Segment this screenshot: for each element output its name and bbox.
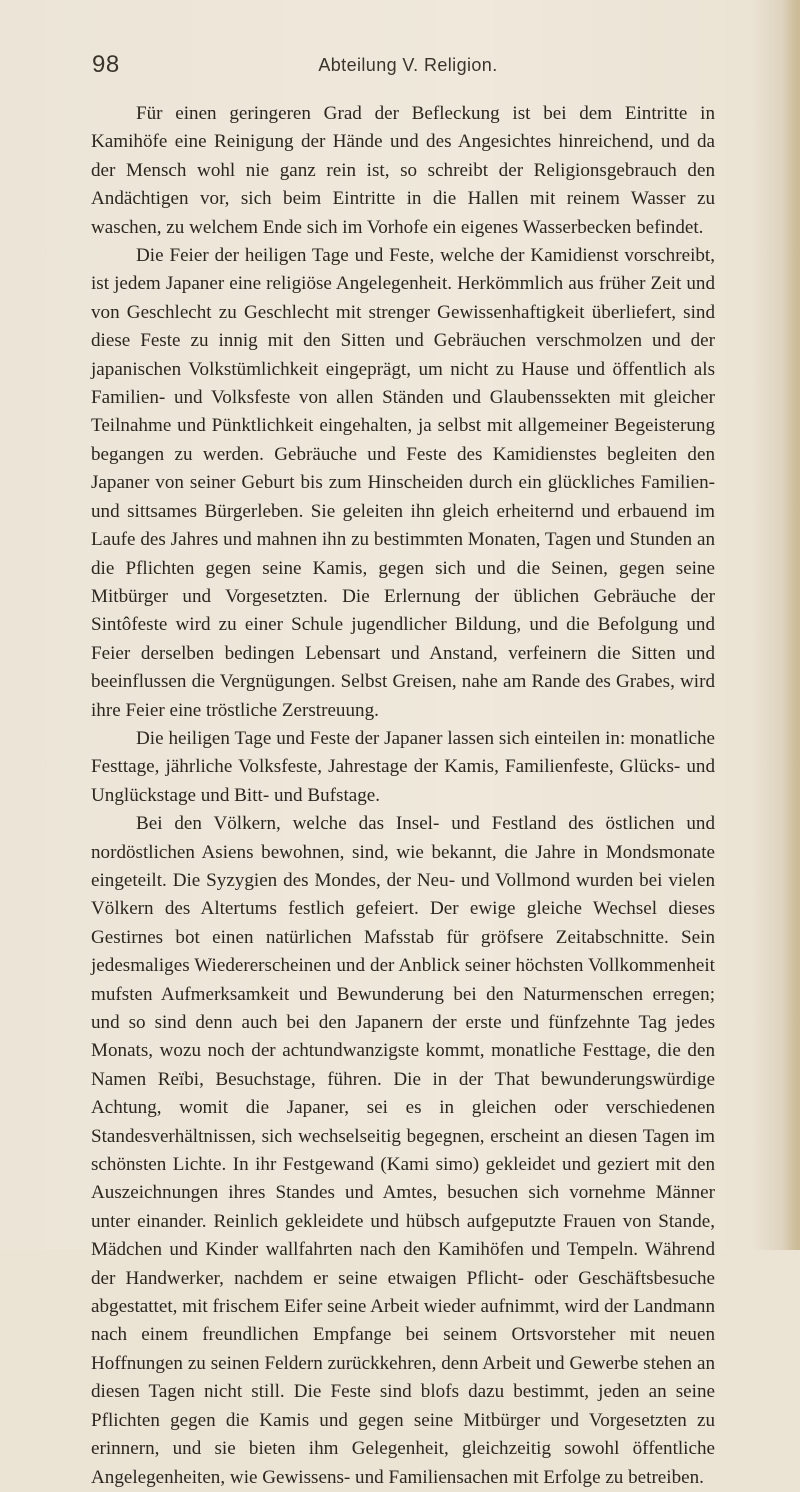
running-head <box>92 50 712 80</box>
paragraph: Die heiligen Tage und Feste der Japaner lassen sich einteilen in: monatliche Festtage, jährliche Volksfeste, Jahrestage der Kamis, Familienfeste, Glücks- und Unglückstage und Bitt- und Bufstage. <box>91 727 715 806</box>
paragraph: Die Feier der heiligen Tage und Feste, welche der Kamidienst vorschreibt, ist jedem Japaner eine religiöse Angelegenheit. Herkömmlich aus früher Zeit und von Geschlecht zu Geschlecht mit strenger Gewissenhaftigkeit überliefert, sind diese Feste zu innig mit den Sitten und Gebräuchen verschmolzen und der japanischen Volkstümlichkeit eingeprägt, um nicht zu Hause und öffentlich als Familien- und Volksfeste von allen Ständen und Glaubenssekten mit gleicher Teilnahme und Pünktlichkeit eingehalten, ja selbst mit allgemeiner Begeisterung begangen zu werden. Gebräuche und Feste des Kamidienstes begleiten den Japaner von seiner Geburt bis zum Hinscheiden durch ein glückliches Familien- und sittsames Bürgerleben. Sie geleiten ihn gleich erheiternd und erbauend im Laufe des Jahres und mahnen ihn zu bestimmten Monaten, Tagen und Stunden an die Pflichten gegen seine Kamis, gegen sich und die Seinen, gegen seine Mitbürger und Vorgesetzten. Die Erlernung der üblichen Gebräuche der Sintôfeste wird zu einer Schule jugendlicher Bildung, und die Befolgung und Feier derselben bedingen Lebensart und Anstand, verfeinern die Sitten und beeinflussen die Vergnügungen. Selbst Greisen, nahe am Rande des Grabes, wird ihre Feier eine tröstliche Zerstreuung. <box>91 245 715 721</box>
paragraph: Für einen geringeren Grad der Befleckung ist bei dem Eintritte in Kamihöfe eine Reinigung der Hände und des Angesichtes hinreichend, und da der Mensch wohl nie ganz rein ist, so schreibt der Religionsgebrauch den Andächtigen vor, sich beim Eintritte in die Hallen mit reinem Wasser zu waschen, zu welchem Ende sich im Vorhofe ein eigenes Wasserbecken befindet. <box>91 103 715 238</box>
page-number: 98 <box>92 51 120 78</box>
paragraph: Bei den Völkern, welche das Insel- und Festland des östlichen und nordöstlichen Asiens bewohnen, sind, wie bekannt, die Jahre in Mondsmonate eingeteilt. Die Syzygien des Mondes, der Neu- und Vollmond wurden bei vielen Völkern des Altertums festlich gefeiert. Der ewige gleiche Wechsel dieses Gestirnes bot einen natürlichen Mafsstab für gröfsere Zeitabschnitte. Sein jedesmaliges Wiedererscheinen und der Anblick seiner höchsten Vollkommenheit mufsten Aufmerksamkeit und Bewunderung bei den Naturmenschen erregen; und so sind denn auch bei den Japanern der erste und fünfzehnte Tag jedes Monats, wozu noch der achtundwanzigste kommt, monatliche Festtage, die den Namen Reïbi, Besuchstage, führen. Die in der That bewunderungswürdige Achtung, womit die Japaner, sei es in gleichen oder verschiedenen Standesverhältnissen, sich wechselseitig begegnen, erscheint an diesen Tagen im schönsten Lichte. In ihr Festgewand (Kami simo) gekleidet und geziert mit den Auszeichnungen ihres Standes und Amtes, besuchen sich vornehme Männer unter einander. Reinlich gekleidete und hübsch aufgeputzte Frauen von Stande, Mädchen und Kinder wallfahrten nach den Kamihöfen und Tempeln. Während der Handwerker, nachdem er seine etwaigen Pflicht- oder Geschäftsbesuche abgestattet, mit frischem Eifer seine Arbeit wieder aufnimmt, wird der Landmann nach einem freundlichen Empfange bei seinem Ortsvorsteher mit neuen Hoffnungen zu seinen Feldern zurückkehren, denn Arbeit und Gewerbe stehen an diesen Tagen nicht still. Die Feste sind blofs dazu bestimmt, jeden an seine Pflichten gegen die Kamis und gegen seine Mitbürger und Vorgesetzten zu erinnern, und sie bieten ihm Gelegenheit, gleichzeitig sowohl öffentliche Angelegenheiten, wie Gewissens- und Familiensachen mit Erfolge zu betreiben. <box>91 813 715 1488</box>
body-text <box>91 100 715 1492</box>
section-title: Abteilung V. Religion. <box>318 55 498 75</box>
page-edge-shadow <box>782 0 800 1250</box>
